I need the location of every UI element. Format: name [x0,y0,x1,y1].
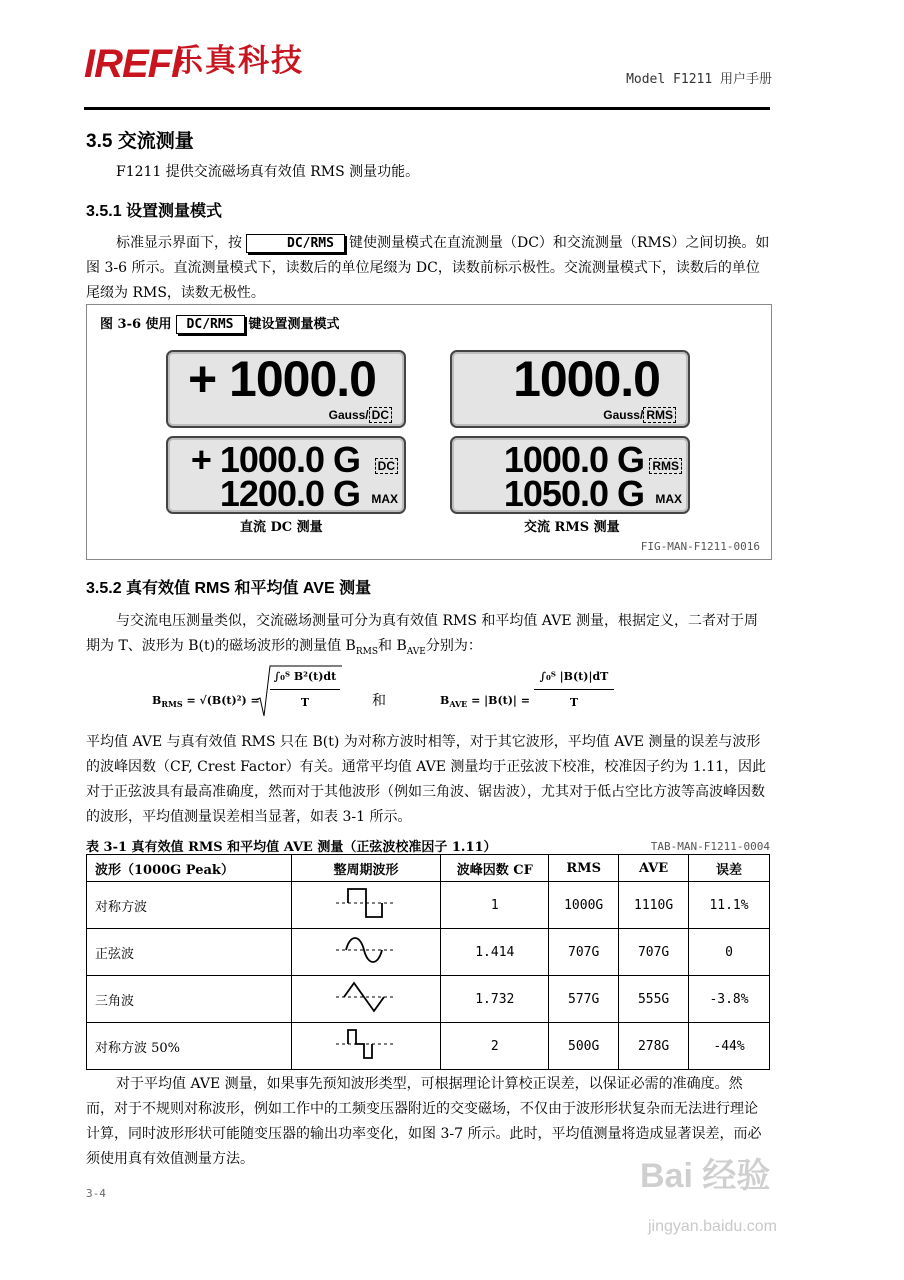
lcd-rms-reading: 1000.0 [513,351,660,407]
crest-factor: 1.414 [441,929,549,976]
subsection-title-1: 3.5.1 设置测量模式 [86,203,223,220]
rms-value: 1000G [549,882,619,929]
figure-caption [100,313,340,334]
col-header: 整周期波形 [291,855,441,882]
lcd-rms-tag: RMS [643,407,676,423]
col-header: AVE [619,855,689,882]
waveform-table [86,854,770,1070]
wave-cell [291,882,441,929]
lcd-dc-line1: + 1000.0 G [190,439,360,480]
dc-rms-key: DC/RMS [246,234,345,253]
formula-rms-sub: RMS [161,699,183,710]
subsection-2-paragraph-2: 平均值 AVE 与真有效值 RMS 只在 B(t) 为对称方波时相等，对于其它波形，平均值 AVE 测量的误差与波形的波峰因数（CF, Crest Factor）有关。通常平均值 AVE 测量均于正弦波下校准，校准因子约为 1.11，因此对于正弦波具有最高准确度，然而对于其他波形（例如三角波、锯齿波），尤其对于低占空比方波等高波峰因数的波形，平均值测量误差相当显著，如表 3-1 所示。 [86,734,767,825]
formula-ave-mid: = |B(t)| = [471,694,530,707]
doc-title: Model F1211 用户手册 [626,72,772,87]
rms-value: 577G [549,976,619,1023]
col-header: 误差 [689,855,770,882]
lcd-dc-unit [329,408,392,422]
col-header: 波形（1000G Peak） [87,855,292,882]
ave-value: 555G [619,976,689,1023]
ave-value: 707G [619,929,689,976]
crest-factor: 2 [441,1023,549,1070]
error-value: -3.8% [689,976,770,1023]
formula-rms-mid: = √(B(t)²) = [186,694,260,707]
figure-box [86,304,772,560]
table-id: TAB-MAN-F1211-0004 [650,840,770,853]
table-row [87,882,770,929]
crest-factor: 1 [441,882,549,929]
wave-name: 正弦波 [87,929,292,976]
lcd-rms-line1-tag: RMS [649,458,682,474]
para1-text: 与交流电压测量类似，交流磁场测量可分为真有效值 RMS 和平均值 AVE 测量，根据定义，二者对于周期为 T、波形为 B(t)的磁场波形的测量值 B [86,613,759,654]
lcd-dc-line2: 1200.0 G [219,473,360,514]
label-rms-measure: 交流 RMS 测量 [524,520,620,535]
section-intro: F1211 提供交流磁场真有效值 RMS 测量功能。 [116,164,420,180]
rms-value: 500G [549,1023,619,1070]
para1-sub-ave: AVE [406,646,426,657]
para1-sub-rms: RMS [355,646,378,657]
lcd-dc-dual [166,436,406,514]
brand-logo-mark: IREFI [84,42,182,86]
formula-rms [152,694,260,709]
figure-key: DC/RMS [176,315,245,334]
wave-cell [291,976,441,1023]
figure-caption-b: 键设置测量模式 [248,317,340,332]
closing-paragraph: 对于平均值 AVE 测量，如果事先预知波形类型，可根据理论计算校正误差，以保证必需的准确度。然而，对于不规则对称波形，例如工作中的工频变压器附近的交变磁场，不仅由于波形形状复杂而无法进行理论计算，同时波形形状可能随变压器的输出功率变化，如图 3-7 所示。此时，平均值测量将造成显著误差，而必须使用真有效值测量方法。 [86,1076,762,1167]
page-number: 3-4 [86,1187,106,1200]
formula-ave-fraction [534,670,614,709]
error-value: 0 [689,929,770,976]
lcd-rms-unit-text: Gauss/ [603,408,644,422]
crest-factor: 1.732 [441,976,549,1023]
figure-caption-a: 图 3-6 使用 [100,317,172,332]
subsection-2-paragraph-1 [86,609,770,665]
formula-rms-denominator: T [300,696,310,709]
square-wave-icon [336,885,396,921]
lcd-rms-large [450,350,690,428]
wave-cell [291,1023,441,1070]
lcd-dc-large [166,350,406,428]
para-text-b: 键使测量模式在直流测量（DC）和交流测量（RMS）之间切换。如图 3-6 所示。直流测量模式下，读数后的单位尾缀为 DC，读数前标示极性。交流测量模式下，读数后的单位尾缀为 RMS，读数无极性。 [86,235,770,301]
lcd-dc-tag: DC [369,407,392,423]
section-title: 3.5 交流测量 [86,131,194,152]
pulse-wave-icon [336,1026,396,1062]
para1-end: 分别为： [425,638,482,654]
error-value: 11.1% [689,882,770,929]
figure-id: FIG-MAN-F1211-0016 [640,540,760,553]
table-row [87,976,770,1023]
lcd-dc-line1-tag: DC [375,458,398,474]
lcd-rms-line2: 1050.0 G [503,473,644,514]
table-header-row [87,855,770,882]
ave-value: 1110G [619,882,689,929]
lcd-rms-unit [603,408,676,422]
lcd-dc-unit-text: Gauss/ [328,408,369,422]
wave-cell [291,929,441,976]
formula-rms-numerator: ∫₀ᵀ B²(t)dt [270,670,340,690]
lcd-rms-line1: 1000.0 G [503,439,644,480]
wave-name: 对称方波 [87,882,292,929]
watermark-url: jingyan.baidu.com [648,1218,777,1235]
ave-value: 278G [619,1023,689,1070]
lcd-rms-line2-tag: MAX [655,492,682,506]
lcd-rms-dual [450,436,690,514]
wave-name: 对称方波 50% [87,1023,292,1070]
header-divider [84,107,770,110]
subsection-1-paragraph [86,231,770,306]
formula-rms-lhs: B [152,694,162,707]
wave-name: 三角波 [87,976,292,1023]
col-header: RMS [549,855,619,882]
col-header: 波峰因数 CF [441,855,549,882]
subsection-title-2: 3.5.2 真有效值 RMS 和平均值 AVE 测量 [86,580,372,597]
formula-and: 和 [372,693,386,709]
formula-ave-denominator: T [569,696,579,709]
lcd-dc-reading: + 1000.0 [187,351,376,407]
sine-wave-icon [336,932,396,968]
lcd-dc-line2-tag: MAX [371,492,398,506]
formula-ave [440,694,530,709]
formula-ave-sub: AVE [449,699,468,710]
table-row [87,1023,770,1070]
brand-logo-text: 乐真科技 [172,43,304,79]
formula-ave-lhs: B [440,694,450,707]
error-value: -44% [689,1023,770,1070]
table-row [87,929,770,976]
watermark-brand: Bai 经验 [640,1157,771,1195]
sqrt-sign-icon [254,664,344,720]
para-text-a: 标准显示界面下，按 [116,235,242,251]
triangle-wave-icon [336,979,396,1015]
para1-mid: 和 B [378,638,407,654]
table-caption: 表 3-1 真有效值 RMS 和平均值 AVE 测量（正弦波校准因子 1.11） [86,840,497,855]
rms-value: 707G [549,929,619,976]
label-dc-measure: 直流 DC 测量 [240,520,323,535]
formula-ave-numerator: ∫₀ᵀ |B(t)|dT [534,670,614,690]
